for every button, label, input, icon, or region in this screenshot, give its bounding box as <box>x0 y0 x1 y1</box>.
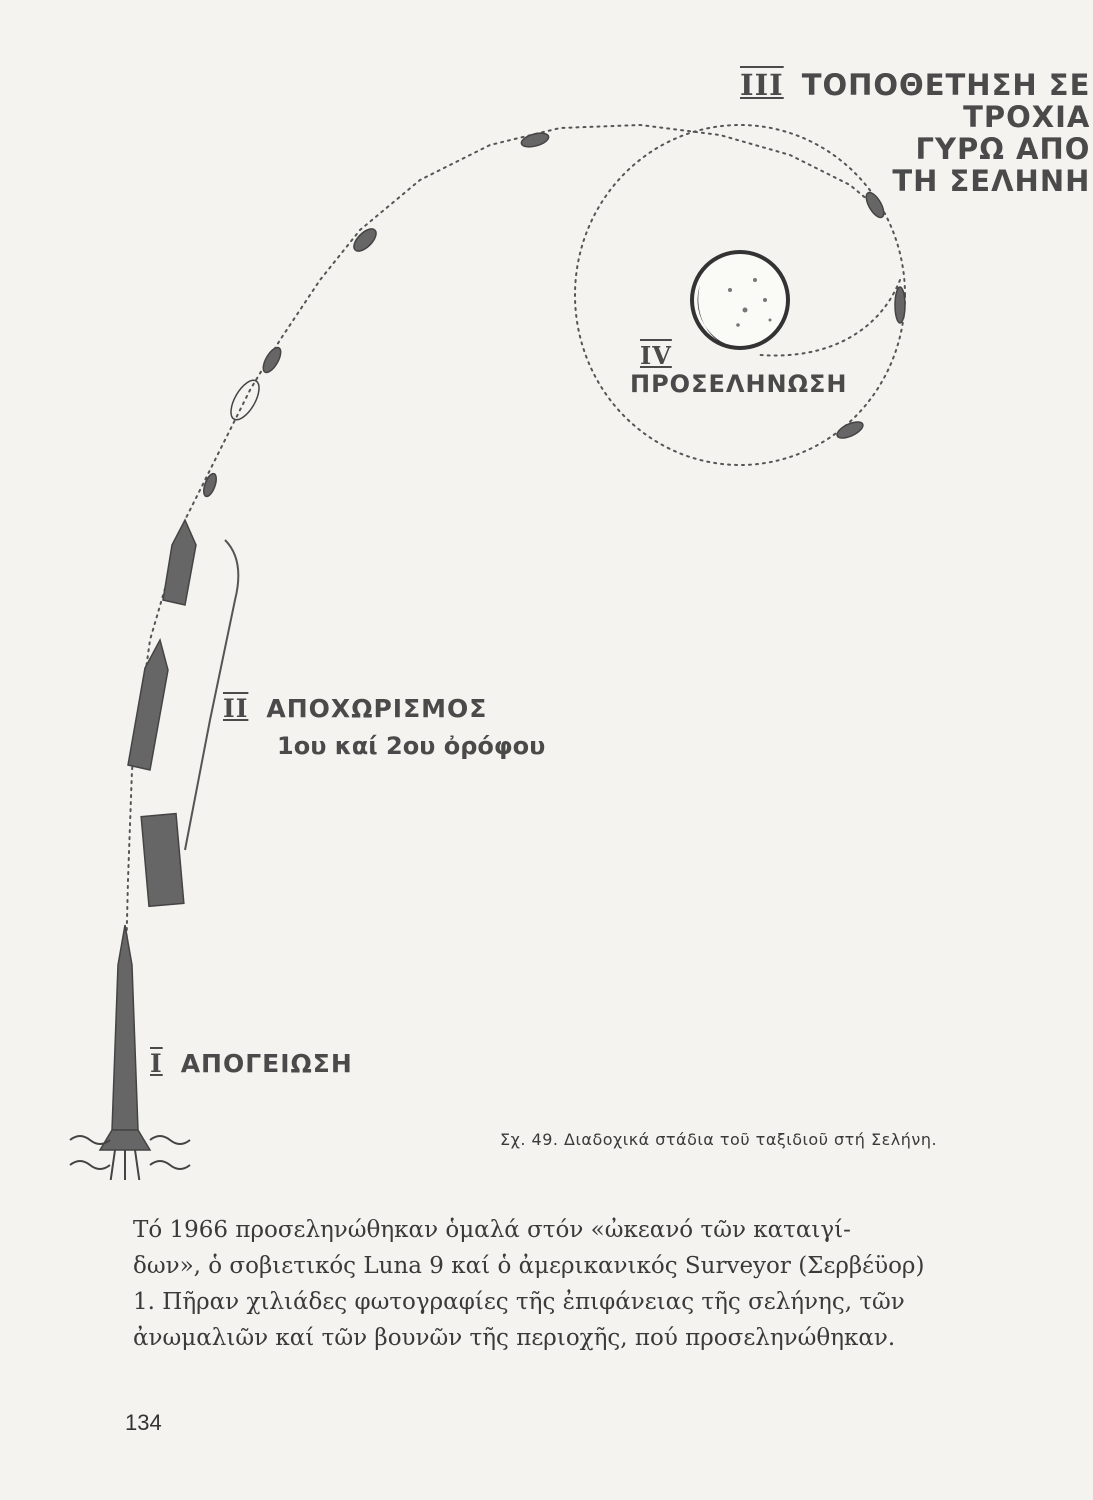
stage-4-label <box>630 343 848 398</box>
stage-1-text: ΑΠΟΓΕΙΩΣΗ <box>180 1049 353 1078</box>
stage-3-line-1: ΤΟΠΟΘΕΤΗΣΗ ΣΕ <box>801 68 1091 102</box>
body-paragraph <box>133 1212 1013 1356</box>
stage-3-numeral: III <box>740 68 784 102</box>
body-line: 1. Πῆραν χιλιάδες φωτογραφίες τῆς ἐπιφάνειας τῆς σελήνης, τῶν <box>133 1289 905 1315</box>
stage-3-line-3: ΓΥΡΩ ΑΠΟ <box>915 131 1091 166</box>
stage-2-subtext: 1ου καί 2ου ὀρόφου <box>277 731 546 760</box>
stage-2-text: ΑΠΟΧΩΡΙΣΜΟΣ <box>266 694 488 723</box>
stage-4-numeral: IV <box>640 341 672 370</box>
stage-2-numeral: II <box>223 694 249 723</box>
stage-3-line-2: ΤΡΟΧΙΑ <box>963 99 1091 134</box>
rocket-launch-icon <box>100 925 150 1150</box>
figure-caption: Σχ. 49. Διαδοχικά στάδια τοῦ ταξιδιοῦ στή Σελήνη. <box>500 1130 938 1149</box>
stage-1-label <box>150 1050 353 1078</box>
body-line: δων», ὁ σοβιετικός Luna 9 καί ὁ ἀμερικανικός Surveyor (Σερβέϋορ) <box>133 1253 925 1279</box>
stage-3-label <box>740 70 1090 198</box>
page-number: 134 <box>125 1410 162 1435</box>
body-line: ἀνωμαλιῶν καί τῶν βουνῶν τῆς περιοχῆς, πού προσεληνώθηκαν. <box>133 1325 896 1351</box>
moon-icon <box>692 252 788 348</box>
stage-1-numeral: I <box>150 1049 163 1078</box>
stage-4-text: ΠΡΟΣΕΛΗΝΩΣΗ <box>630 370 848 399</box>
body-line: Τό 1966 προσεληνώθηκαν ὁμαλά στόν «ὠκεανό τῶν καταιγί- <box>133 1217 851 1243</box>
stage-3-line-4: ΤΗ ΣΕΛΗΝΗ <box>892 163 1091 198</box>
launch-trajectory <box>125 125 880 1000</box>
stage-2-label <box>223 695 545 759</box>
